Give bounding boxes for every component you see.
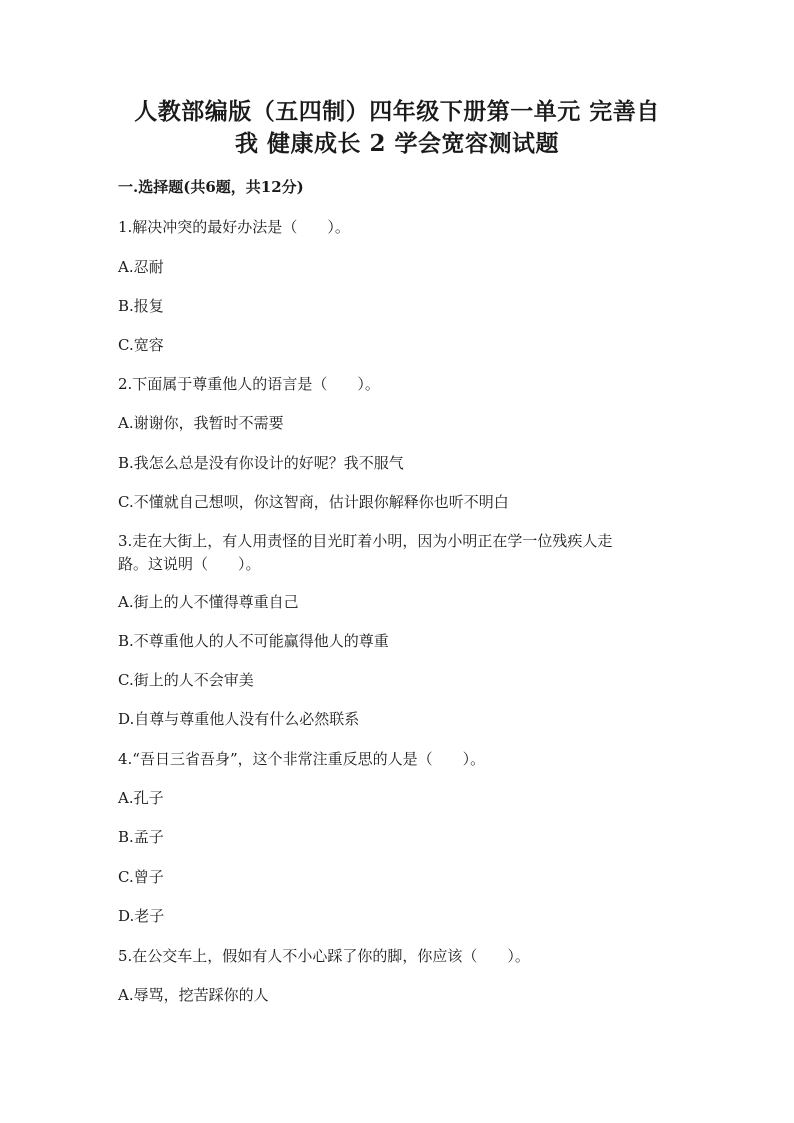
question-4-option-b: B.孟子: [118, 828, 164, 846]
question-5-option-a: A.辱骂，挖苦踩你的人: [118, 986, 269, 1004]
question-4-option-c: C.曾子: [118, 868, 164, 886]
question-1-option-a: A.忍耐: [118, 258, 164, 276]
question-3-option-b: B.不尊重他人的人不可能赢得他人的尊重: [118, 632, 389, 650]
document-title-line-2: 我 健康成长 2 学会宽容测试题: [234, 130, 560, 157]
question-3-option-d: D.自尊与尊重他人没有什么必然联系: [118, 710, 360, 728]
question-4-option-d: D.老子: [118, 907, 165, 925]
question-1-option-c: C.宽容: [118, 336, 164, 354]
question-1-option-b: B.报复: [118, 297, 164, 315]
question-3-stem-line-2: 路。这说明（ ）。: [118, 555, 261, 573]
question-2-stem: 2.下面属于尊重他人的语言是（ ）。: [118, 375, 380, 393]
question-2-option-a: A.谢谢你，我暂时不需要: [118, 414, 284, 432]
document-title-line-1: 人教部编版（五四制）四年级下册第一单元 完善自: [134, 98, 660, 125]
question-4-stem: 4.“吾日三省吾身”，这个非常注重反思的人是（ ）。: [118, 750, 486, 768]
question-3-stem-line-1: 3.走在大街上，有人用责怪的目光盯着小明，因为小明正在学一位残疾人走: [118, 532, 613, 550]
question-3-option-c: C.街上的人不会审美: [118, 671, 254, 689]
question-3-option-a: A.街上的人不懂得尊重自己: [118, 593, 299, 611]
section-heading: 一.选择题(共6题，共12分): [118, 178, 304, 196]
question-2-option-c: C.不懂就自己想呗，你这智商，估计跟你解释你也听不明白: [118, 493, 509, 511]
question-2-option-b: B.我怎么总是没有你设计的好呢？我不服气: [118, 454, 404, 472]
question-5-stem: 5.在公交车上，假如有人不小心踩了你的脚，你应该（ ）。: [118, 947, 530, 965]
question-4-option-a: A.孔子: [118, 789, 164, 807]
question-1-stem: 1.解决冲突的最好办法是（ ）。: [118, 218, 350, 236]
